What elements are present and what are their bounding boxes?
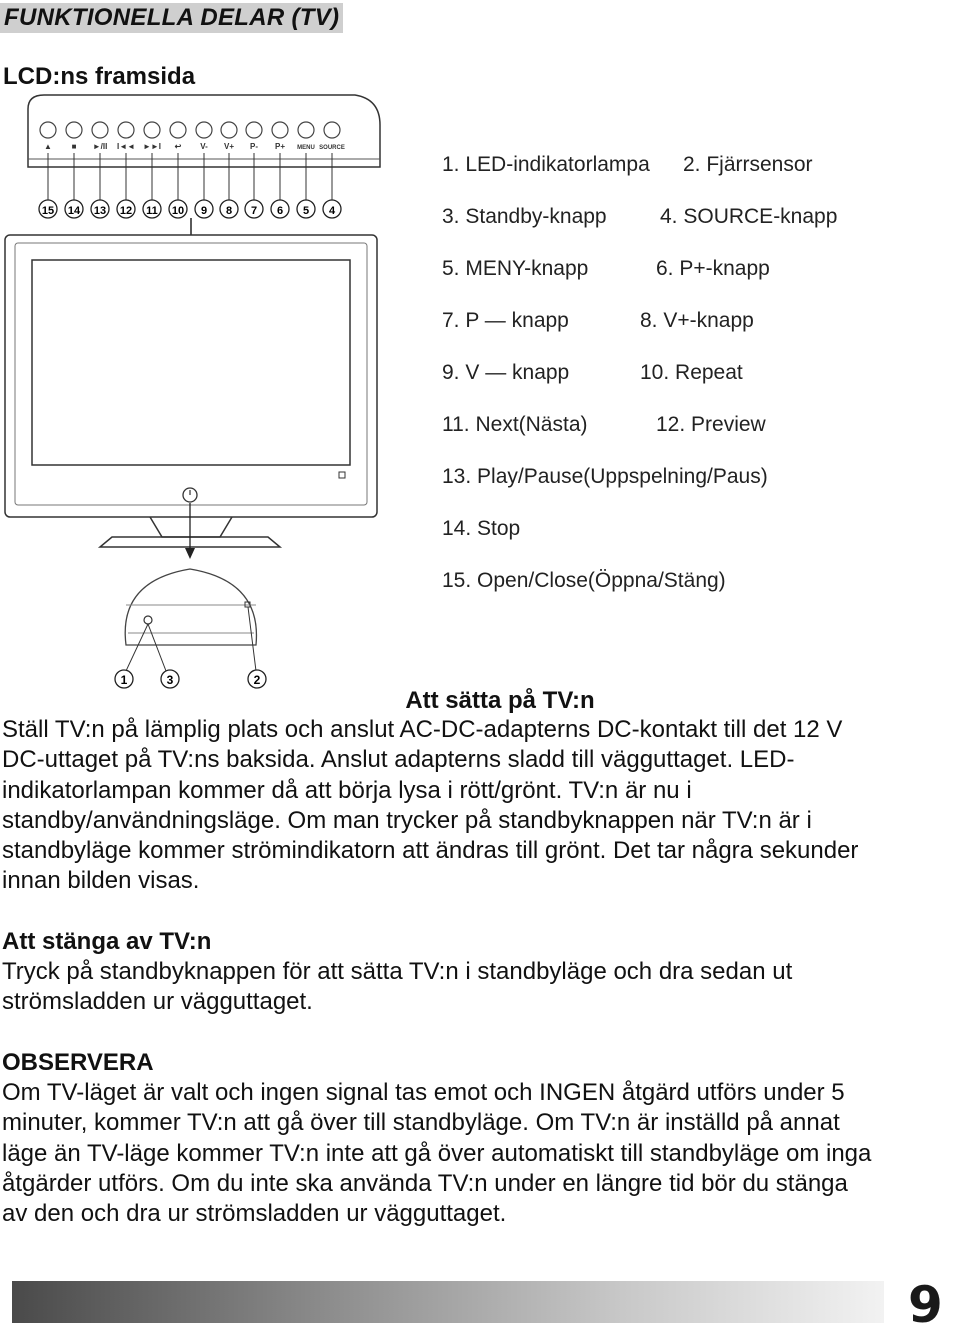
part-item: 5. MENY-knapp — [442, 257, 589, 280]
callout-number: 12 — [119, 205, 133, 217]
callout-number: 2 — [253, 673, 261, 687]
panel-button — [272, 122, 288, 138]
panel-button — [92, 122, 108, 138]
part-item: 4. SOURCE-knapp — [660, 205, 838, 228]
panel-button-label: ■ — [71, 142, 77, 151]
panel-button — [221, 122, 237, 138]
subtitle: LCD:ns framsida — [3, 63, 196, 90]
tv-outer-bezel — [5, 235, 377, 517]
panel-button-label: MENU — [297, 145, 315, 151]
tv-front-diagram — [0, 85, 420, 695]
part-item: 9. V — knapp — [442, 361, 570, 384]
part-item: 1. LED-indikatorlampa — [442, 153, 650, 176]
panel-button-label: P+ — [274, 142, 286, 151]
panel-button-label: SOURCE — [319, 145, 345, 151]
text-line: indikatorlampan kommer då att börja lysa i rött/grönt. TV:n är nu i — [2, 776, 692, 804]
panel-button-label: ►/II — [92, 142, 108, 151]
part-item: 12. Preview — [656, 413, 766, 436]
panel-button-label: ▲ — [44, 142, 52, 151]
text-line: Ställ TV:n på lämplig plats och anslut AC-DC-adapterns DC-kontakt till det 12 V — [2, 716, 843, 743]
callout-number: 4 — [328, 205, 336, 217]
callout-number: 11 — [146, 205, 158, 217]
callout-number: 3 — [166, 673, 174, 687]
heading-turn-on: Att sätta på TV:n — [405, 687, 595, 714]
part-item: 7. P — knapp — [442, 309, 569, 332]
page-number: 9 — [908, 1276, 943, 1334]
part-item: 10. Repeat — [640, 361, 743, 384]
text-line: minuter, kommer TV:n att gå över till standbyläge. Om TV:n är inställd på annat — [2, 1109, 840, 1137]
part-item: 14. Stop — [442, 517, 521, 540]
panel-button-label: ►►I — [142, 142, 162, 151]
panel-button-label: ↩ — [174, 142, 182, 151]
callout-number: 13 — [93, 205, 107, 217]
text-line: strömsladden ur vägguttaget. — [2, 988, 313, 1016]
text-line: av den och dra ur strömsladden ur vägguttaget. — [2, 1200, 507, 1228]
text-line: DC-uttaget på TV:ns baksida. Anslut adapterns sladd till vägguttaget. LED- — [2, 746, 795, 774]
panel-button-label: I◄◄ — [116, 142, 136, 151]
part-item: 11. Next(Nästa) — [442, 413, 588, 436]
text-line: standbyläge kommer strömindikatorn att ändras till grönt. Det tar några sekunder — [2, 837, 859, 865]
part-item: 8. V+-knapp — [640, 309, 754, 332]
part-item: 15. Open/Close(Öppna/Stäng) — [442, 569, 726, 592]
text-line: åtgärder utförs. Om du inte ska använda TV:n under en längre tid bör du stänga — [2, 1169, 848, 1197]
heading-note: OBSERVERA — [2, 1049, 154, 1076]
callout-number: 15 — [41, 205, 55, 217]
part-item: 3. Standby-knapp — [442, 205, 607, 228]
panel-button-label: V- — [200, 142, 208, 151]
heading-turn-off: Att stänga av TV:n — [2, 928, 212, 955]
callout-number: 1 — [120, 673, 128, 687]
panel-button — [40, 122, 56, 138]
panel-button — [196, 122, 212, 138]
panel-button — [66, 122, 82, 138]
text-line: innan bilden visas. — [2, 867, 200, 895]
text-line: Om TV-läget är valt och ingen signal tas emot och INGEN åtgärd utförs under 5 — [2, 1079, 845, 1106]
panel-button-label: P- — [250, 142, 258, 151]
panel-button — [324, 122, 340, 138]
panel-button — [144, 122, 160, 138]
bezel-detail — [125, 569, 256, 645]
callout-number: 5 — [302, 205, 310, 217]
callout-number: 6 — [276, 205, 284, 217]
part-item: 6. P+-knapp — [656, 257, 770, 280]
turn-on-text — [2, 715, 958, 897]
callout-number: 9 — [200, 205, 208, 217]
text-line: standby/användningsläge. Om man trycker på standbyknappen när TV:n är i — [2, 806, 812, 834]
note-text — [2, 1078, 958, 1229]
panel-button — [246, 122, 262, 138]
text-line: Tryck på standbyknappen för att sätta TV:n i standbyläge och dra sedan ut — [2, 958, 793, 985]
callout-number: 8 — [225, 205, 233, 217]
part-item: 2. Fjärrsensor — [683, 153, 813, 176]
callout-number: 10 — [171, 205, 185, 217]
panel-button — [170, 122, 186, 138]
panel-button — [118, 122, 134, 138]
panel-button — [298, 122, 314, 138]
section-title: FUNKTIONELLA DELAR (TV) — [0, 3, 343, 33]
part-item: 13. Play/Pause(Uppspelning/Paus) — [442, 465, 768, 488]
footer-gradient-bar — [12, 1281, 884, 1323]
callout-number: 14 — [67, 205, 81, 217]
turn-off-text — [2, 957, 958, 1018]
panel-button-label: V+ — [223, 142, 235, 151]
callout-number: 7 — [250, 205, 258, 217]
text-line: läge än TV-läge kommer TV:n inte att gå över automatiskt till standbyläge om inga — [2, 1139, 872, 1167]
tv-screen — [32, 260, 350, 465]
